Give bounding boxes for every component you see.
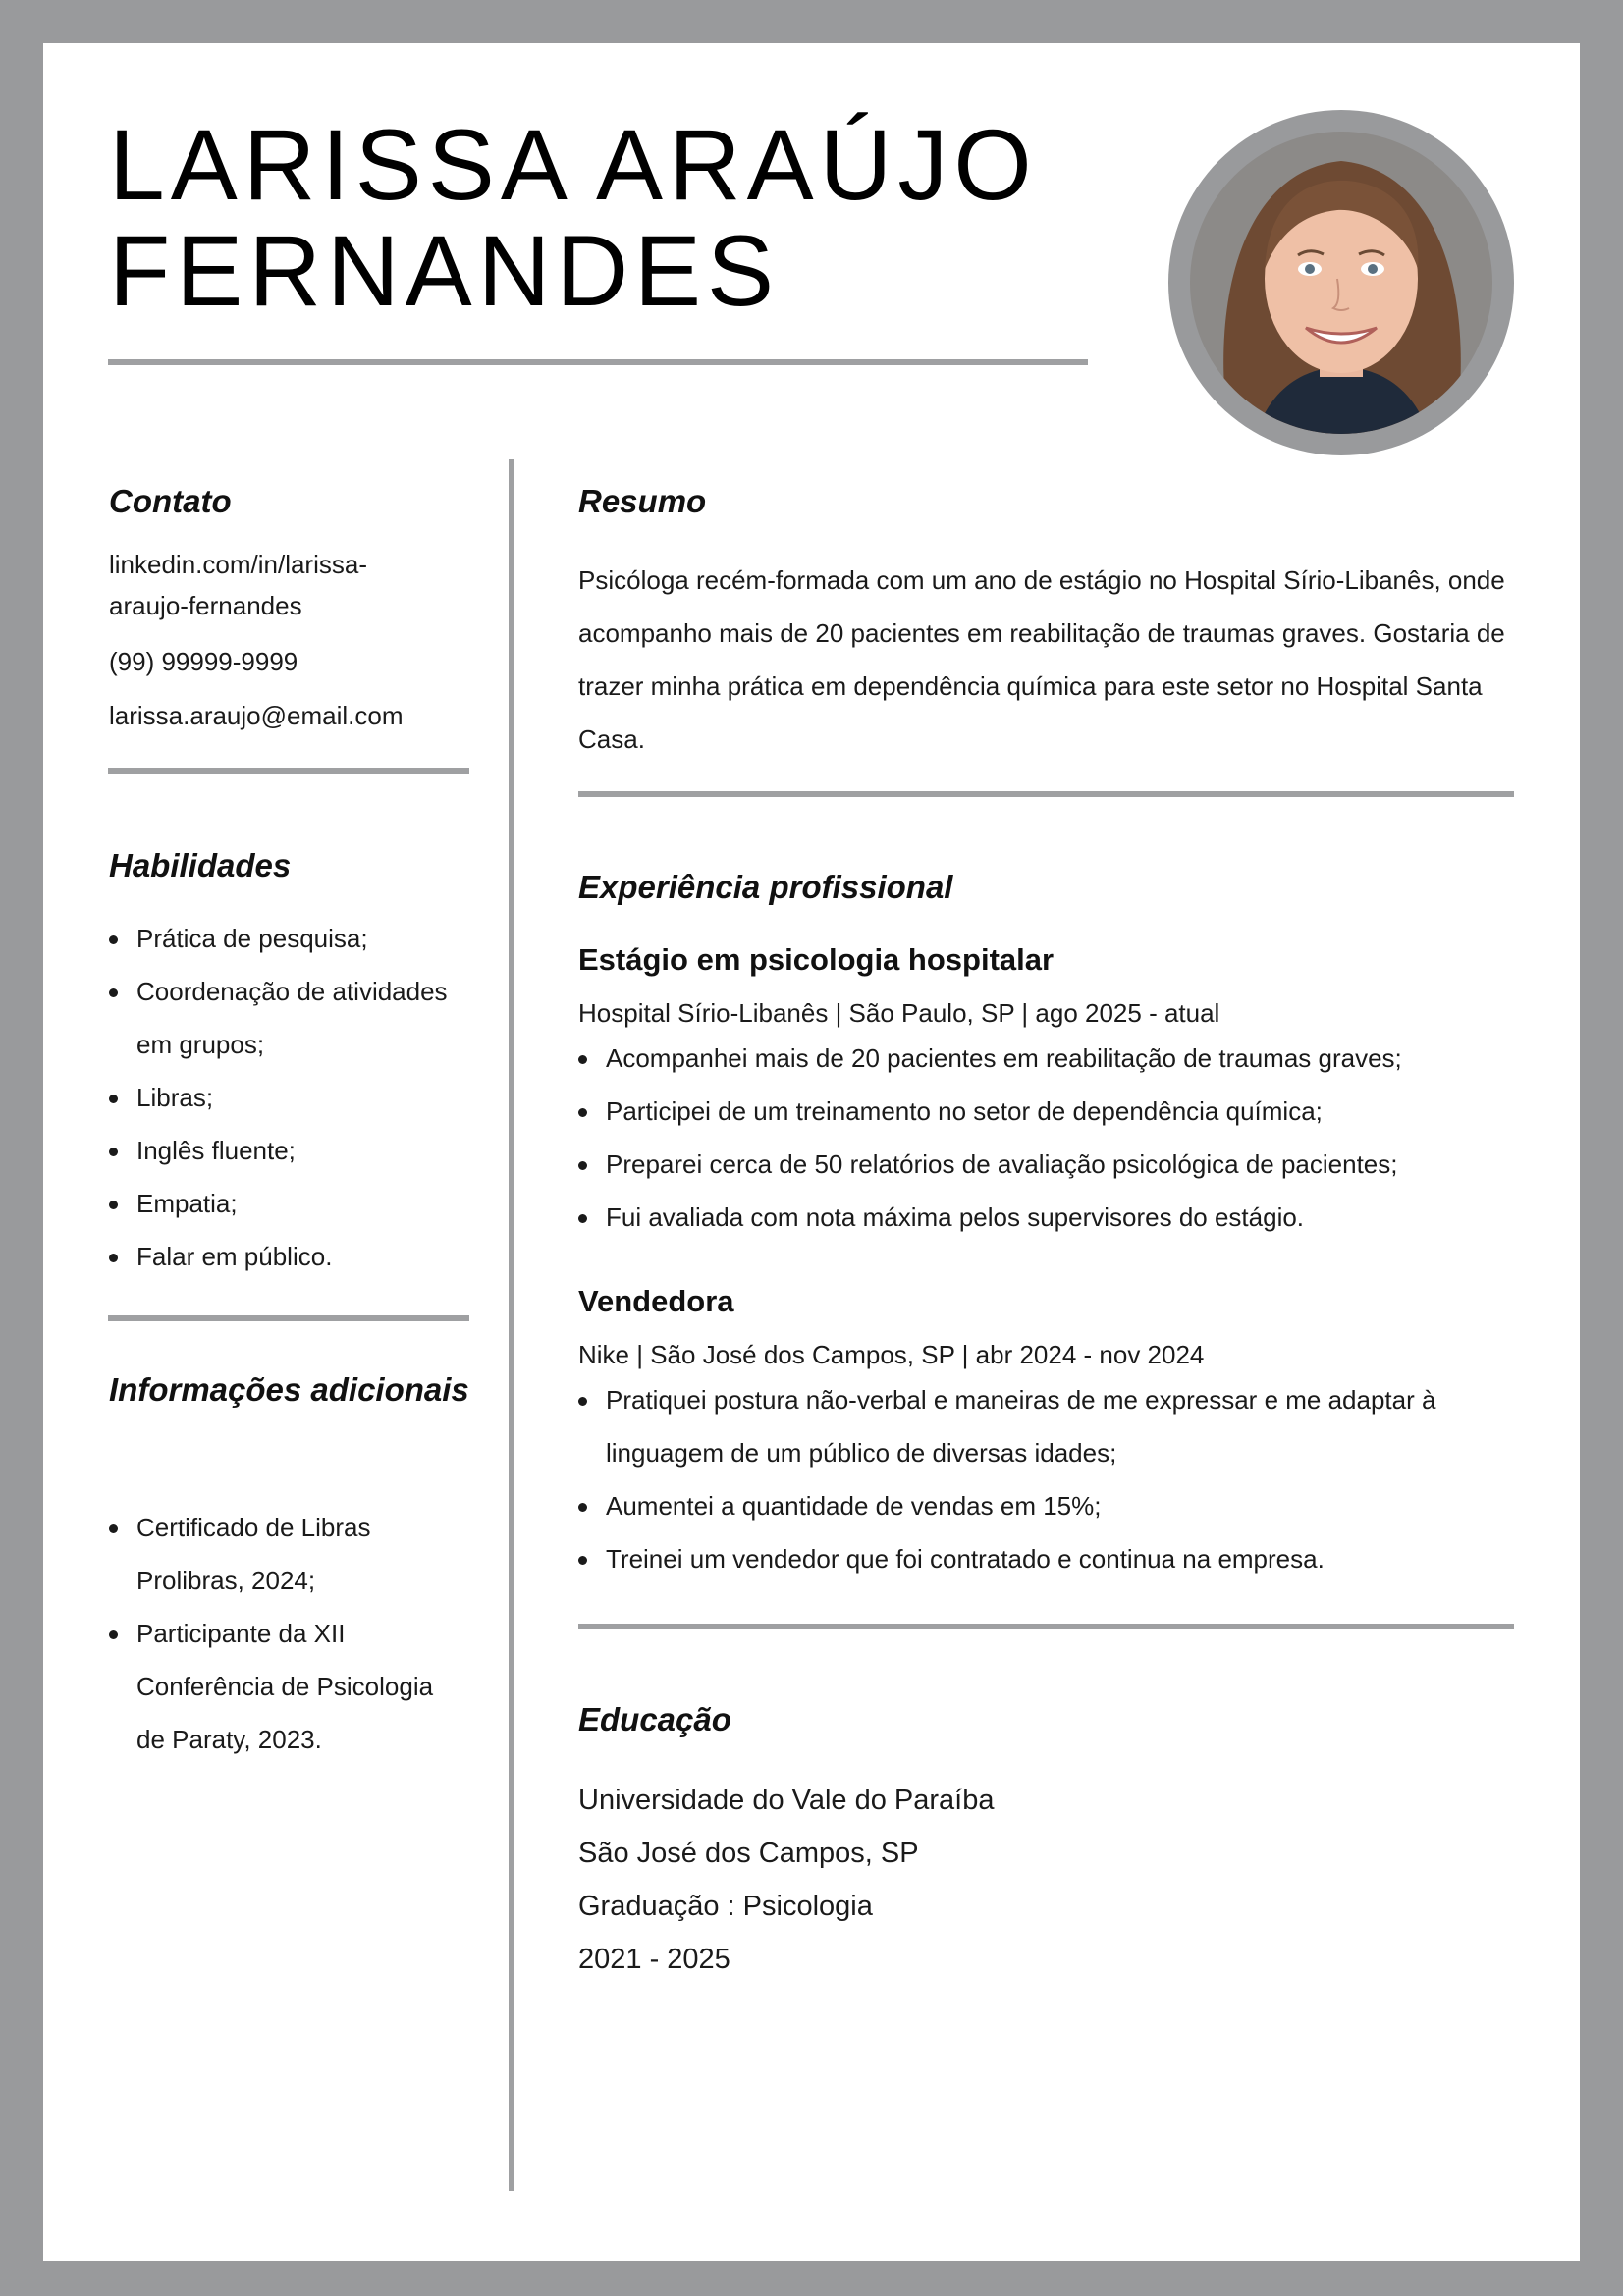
email-link[interactable]: larissa.araujo@email.com xyxy=(109,701,404,730)
job-meta: Nike | São José dos Campos, SP | abr 2024 - nov 2024 xyxy=(578,1340,1205,1369)
contact-title: Contato xyxy=(109,483,232,519)
candidate-name xyxy=(109,109,1038,327)
linkedin-link[interactable] xyxy=(109,544,367,626)
education-institution: Universidade do Vale do Paraíba xyxy=(578,1785,995,1816)
name-line-2: FERNANDES xyxy=(109,215,781,327)
phone-number: (99) 99999-9999 xyxy=(109,647,298,676)
list-item: Inglês fluente; xyxy=(109,1124,462,1177)
experience-divider xyxy=(578,1624,1514,1629)
education-degree: Graduação : Psicologia xyxy=(578,1891,873,1922)
list-item: Fui avaliada com nota máxima pelos supervisores do estágio. xyxy=(578,1191,1521,1244)
profile-photo xyxy=(1168,110,1514,455)
list-item: Prática de pesquisa; xyxy=(109,912,462,965)
list-item: Pratiquei postura não-verbal e maneiras de me expressar e me adaptar à linguagem de um público de diversas idades; xyxy=(578,1373,1521,1479)
linkedin-line-2: araujo-fernandes xyxy=(109,591,302,620)
list-item: Participei de um treinamento no setor de dependência química; xyxy=(578,1085,1521,1138)
education-block xyxy=(578,1774,994,1986)
job-meta: Hospital Sírio-Libanês | São Paulo, SP | ago 2025 - atual xyxy=(578,998,1220,1028)
column-divider xyxy=(509,459,514,2191)
name-line-1: LARISSA ARAÚJO xyxy=(109,109,1038,221)
contact-divider xyxy=(108,768,469,774)
additional-list xyxy=(109,1501,462,1766)
list-item: Coordenação de atividades em grupos; xyxy=(109,965,462,1071)
list-item: Treinei um vendedor que foi contratado e continua na empresa. xyxy=(578,1532,1521,1585)
list-item: Empatia; xyxy=(109,1177,462,1230)
list-item: Libras; xyxy=(109,1071,462,1124)
education-years: 2021 - 2025 xyxy=(578,1944,730,1975)
list-item: Participante da XII Conferência de Psicologia de Paraty, 2023. xyxy=(109,1607,462,1766)
summary-divider xyxy=(578,791,1514,797)
job-bullets xyxy=(578,1032,1521,1244)
linkedin-line-1: linkedin.com/in/larissa- xyxy=(109,550,367,579)
portrait-icon xyxy=(1190,132,1492,434)
resume-page xyxy=(43,43,1580,2261)
summary-title: Resumo xyxy=(578,483,707,519)
skills-list xyxy=(109,912,462,1283)
list-item: Certificado de Libras Prolibras, 2024; xyxy=(109,1501,462,1607)
summary-text: Psicóloga recém-formada com um ano de estágio no Hospital Sírio-Libanês, onde acompanho mais de 20 pacientes em reabilitação de traumas graves. Gostaria de trazer minha prática em dependência química para este setor no Hospital Santa Casa. xyxy=(578,565,1505,754)
experience-title: Experiência profissional xyxy=(578,869,953,905)
education-title: Educação xyxy=(578,1701,731,1737)
skills-divider xyxy=(108,1315,469,1321)
job-bullets xyxy=(578,1373,1521,1585)
job-title: Vendedora xyxy=(578,1284,734,1318)
skills-title: Habilidades xyxy=(109,847,292,883)
list-item: Acompanhei mais de 20 pacientes em reabilitação de traumas graves; xyxy=(578,1032,1521,1085)
list-item: Falar em público. xyxy=(109,1230,462,1283)
list-item: Aumentei a quantidade de vendas em 15%; xyxy=(578,1479,1521,1532)
additional-title: Informações adicionais xyxy=(109,1371,469,1408)
list-item: Preparei cerca de 50 relatórios de avaliação psicológica de pacientes; xyxy=(578,1138,1521,1191)
education-location: São José dos Campos, SP xyxy=(578,1838,919,1869)
header-divider xyxy=(108,359,1088,365)
job-title: Estágio em psicologia hospitalar xyxy=(578,942,1055,977)
